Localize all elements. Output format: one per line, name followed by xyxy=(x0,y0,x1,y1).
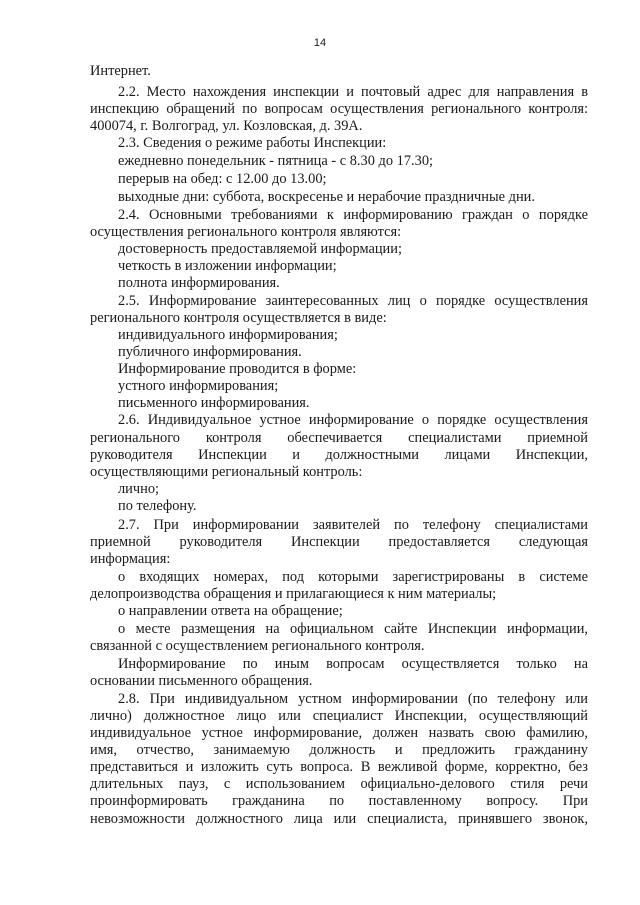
text-line: о направлении ответа на обращение; xyxy=(118,603,343,619)
text-line: устного информирования; xyxy=(118,378,279,394)
text-line: осуществления регионального контроля являются: xyxy=(90,224,402,240)
page-number: 14 xyxy=(313,37,327,49)
text-line: основании письменного обращения. xyxy=(90,673,313,689)
text-line: представиться и изложить суть вопроса. В вежливой форме, корректно, без xyxy=(90,759,588,775)
text-line: публичного информирования. xyxy=(118,344,302,360)
text-line: достоверность предоставляемой информации; xyxy=(118,241,402,257)
text-line: имя, отчество, занимаемую должность и предложить гражданину xyxy=(90,742,588,758)
text-line: лично; xyxy=(118,481,160,497)
text-line: по телефону. xyxy=(118,498,197,514)
text-line: ежедневно понедельник - пятница - с 8.30 до 17.30; xyxy=(118,153,434,169)
text-line: полнота информирования. xyxy=(118,275,280,291)
text-line: проинформировать гражданина по поставленному вопросу. При xyxy=(90,793,588,809)
text-line: 2.4. Основными требованиями к информированию граждан о порядке xyxy=(118,207,588,223)
text-line: о месте размещения на официальном сайте Инспекции информации, xyxy=(118,621,588,637)
text-line: невозможности должностного лица или специалиста, принявшего звонок, xyxy=(90,811,588,827)
text-line: 2.5. Информирование заинтересованных лиц о порядке осуществления xyxy=(118,293,588,309)
text-line: Информирование проводится в форме: xyxy=(118,361,357,377)
text-line: о входящих номерах, под которыми зарегистрированы в системе xyxy=(118,569,588,585)
text-line: регионального контроля обеспечивается специалистами приемной xyxy=(90,430,588,446)
text-line: информация: xyxy=(90,551,171,567)
text-line: приемной руководителя Инспекции предоставляется следующая xyxy=(90,534,588,550)
text-line: 400074, г. Волгоград, ул. Козловская, д. 39А. xyxy=(90,118,363,134)
text-line: руководителя Инспекции и должностными лицами Инспекции, xyxy=(90,447,588,463)
text-line: перерыв на обед: с 12.00 до 13.00; xyxy=(118,171,327,187)
text-line: Информирование по иным вопросам осуществляется только на xyxy=(118,656,588,672)
text-line: инспекцию обращений по вопросам осуществления регионального контроля: xyxy=(90,101,588,117)
text-line: индивидуальное устное информирование, должен назвать свою фамилию, xyxy=(90,725,588,741)
text-line: 2.6. Индивидуальное устное информирование о порядке осуществления xyxy=(118,412,588,428)
text-line: индивидуального информирования; xyxy=(118,327,338,343)
text-line: делопроизводства обращения и прилагающиеся к ним материалы; xyxy=(90,586,497,602)
text-line: 2.8. При индивидуальном устном информировании (по телефону или xyxy=(118,691,588,707)
text-line: 2.3. Сведения о режиме работы Инспекции: xyxy=(118,135,387,151)
text-line: письменного информирования. xyxy=(118,395,310,411)
text-line: длительных пауз, с использованием официально-делового стиля речи xyxy=(90,776,588,792)
text-line: четкость в изложении информации; xyxy=(118,258,337,274)
text-line: 2.2. Место нахождения инспекции и почтовый адрес для направления в xyxy=(118,84,588,100)
text-line: выходные дни: суббота, воскресенье и нерабочие праздничные дни. xyxy=(118,189,535,205)
text-line: связанной с осуществлением регионального контроля. xyxy=(90,638,425,654)
text-line: регионального контроля осуществляется в виде: xyxy=(90,310,387,326)
text-line: осуществляющими региональный контроль: xyxy=(90,464,363,480)
text-line: лично) должностное лицо или специалист Инспекции, осуществляющий xyxy=(90,708,588,724)
text-line: Интернет. xyxy=(90,63,151,79)
text-line: 2.7. При информировании заявителей по телефону специалистами xyxy=(118,517,588,533)
